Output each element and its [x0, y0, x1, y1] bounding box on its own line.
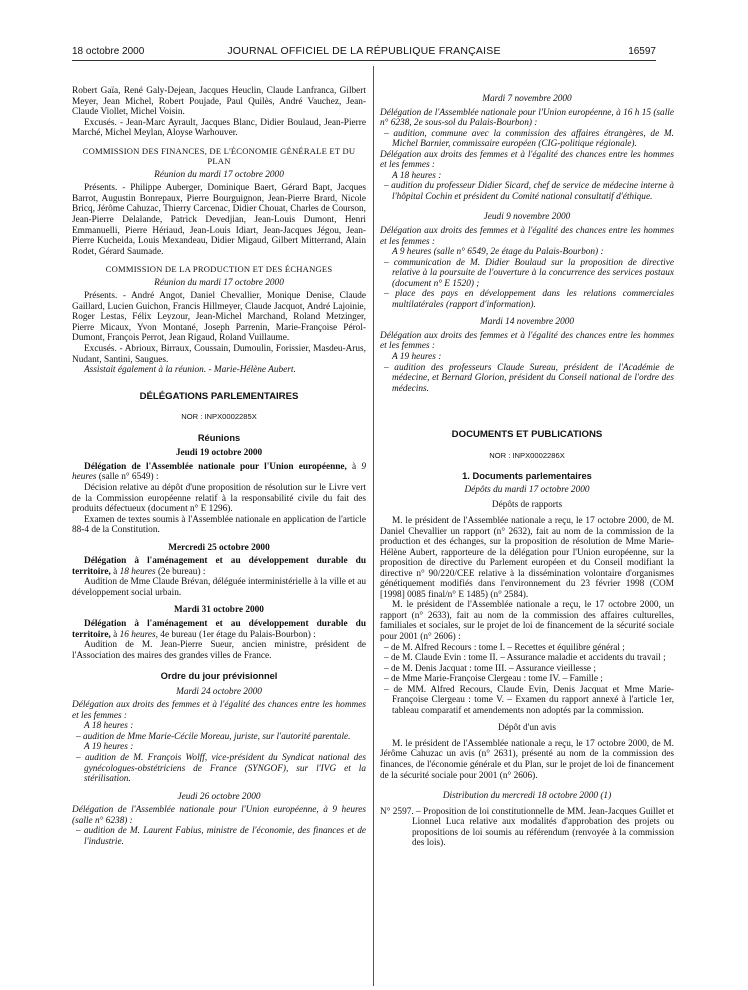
mardi31-title: Mardi 31 octobre 2000	[174, 605, 264, 616]
rapport-2-tome-3: – de M. Denis Jacquat : tome III. – Assurance vieillesse ;	[384, 663, 596, 674]
depots-date: Dépôts du mardi 17 octobre 2000	[464, 484, 590, 495]
jeudi9-delegation: Délégation aux droits des femmes et à l'égalité des chances entre les hommes et les femmes :	[380, 226, 674, 247]
docs-section-title: 1. Documents parlementaires	[462, 471, 592, 482]
mardi7-item1: – audition, commune avec la commission des affaires étrangères, de M. Michel Barnier, commissaire européen (CIG-politique régionale).	[384, 128, 674, 150]
mardi31-time: 16 heures	[119, 629, 156, 640]
depots-rapports-title: Dépôts de rapports	[491, 500, 563, 511]
delegations-nor: NOR : INPX0002285X	[181, 412, 257, 422]
finances-presents: Présents. - Philippe Auberger, Dominique Baert, Gérard Bapt, Jacques Barrot, Augustin Bonrepaux, Pierre Bourguignon, Jean-Pierre Brard, Nicole Bricq, Jérôme Cahuzac, Thierry Carcenac, Didier Chouat, Charles de Courson, Jean-Pierre Delalande, Patrick Devedjian, Jean-Louis Dumont, Henri Emmanuelli, Pierre Hériaud, Jean-Louis Idiart, Jean-Jacques Jégou, Jean-Pierre Kucheida, Louis Mexandeau, Didier Migaud, Gilbert Mitterrand, Alain Rodet, Gérard Saumade.	[72, 183, 366, 257]
mardi31-heading: Délégation à l'aménagement et au développement durable du territoire, à 16 heures, 4e bureau (1er étage du Palais-Bourbon) :	[72, 618, 366, 640]
mardi31-delegation: Délégation à l'aménagement et au développement durable du territoire,	[72, 618, 366, 640]
distribution-item: N° 2597. – Proposition de loi constitutionnelle de MM. Jean-Jacques Guillet et Lionnel Luca relative aux modalités d'approbation des projets ou propositions de loi soumis au référendum (renvoyée à la commission des lois).	[380, 806, 674, 849]
mercredi25-time: 18 heures	[119, 566, 156, 577]
intro-names: Robert Gaïa, René Galy-Dejean, Jacques Heuclin, Claude Lanfranca, Gilbert Meyer, Jean Michel, Robert Poujade, Paul Quilès, André Vauchez, Jean-Claude Viollet, Michel Voisin.	[72, 86, 366, 118]
jeudi9-item1: – communication de M. Didier Boulaud sur la proposition de directive relative à la poursuite de l'ouverture à la concurrence des services postaux (document n° E 1520) ;	[384, 257, 674, 289]
mercredi25-item1: Audition de Mme Claude Brévan, déléguée interministérielle à la ville et au développement social urbain.	[72, 577, 366, 598]
reunions-title: Réunions	[197, 432, 241, 443]
header-page-number: 16597	[628, 46, 656, 57]
mardi31-item1: Audition de M. Jean-Pierre Sueur, ancien ministre, président de l'Association des maires des grandes villes de France.	[72, 640, 366, 661]
docs-nor: NOR : INPX0002286X	[489, 450, 565, 460]
rapport-2-tome-4: – de Mme Marie-Françoise Clergeau : tome IV. – Famille ;	[384, 674, 603, 685]
distribution-date: Distribution du mercredi 18 octobre 2000 (1)	[442, 791, 612, 802]
jeudi9-item2: – place des pays en développement dans les relations commerciales multilatérales (rapport d'information).	[384, 289, 674, 310]
jeudi26-title: Jeudi 26 octobre 2000	[177, 791, 261, 802]
rapport-2-tome-1: – de M. Alfred Recours : tome I. – Recettes et équilibre général ;	[384, 642, 625, 653]
rapport-2: M. le président de l'Assemblée nationale a reçu, le 17 octobre 2000, un rapport (n° 2633), fait au nom de la commission des affaires culturelles, familiales et sociales, sur le projet de loi de financement de la sécurité sociale pour 2001 (n° 2606) :	[380, 600, 674, 642]
jeudi19-time: 9 heures	[72, 461, 366, 483]
production-presents: Présents. - André Angot, Daniel Chevallier, Monique Denise, Claude Gaillard, Lucien Guichon, Francis Hillmeyer, Claude Jacquot, André Lajoinie, Roger Lestas, Félix Leyzour, Jean-Michel Marchand, Roland Metzinger, Pierre Micaux, Yvon Montané, Joseph Parrenin, Marie-Françoise Pérol-Dumont, François Perrot, Jean Rigaud, Roland Vuillaume.	[72, 291, 366, 344]
delegations-title: DÉLÉGATIONS PARLEMENTAIRES	[139, 390, 299, 402]
running-header	[72, 44, 656, 61]
mardi7-a18: A 18 heures :	[392, 170, 442, 181]
production-commission-title: COMMISSION DE LA PRODUCTION ET DES ÉCHANGES	[105, 264, 333, 275]
header-journal-title: JOURNAL OFFICIEL DE LA RÉPUBLIQUE FRANÇAISE	[227, 45, 501, 57]
production-meeting-date: Réunion du mardi 17 octobre 2000	[154, 277, 284, 288]
mercredi25-title: Mercredi 25 octobre 2000	[168, 542, 270, 553]
column-divider	[373, 66, 374, 986]
jeudi19-item2: Examen de textes soumis à l'Assemblée nationale en application de l'article 88-4 de la Constitution.	[72, 514, 366, 536]
mardi24-a19: A 19 heures :	[84, 742, 134, 753]
mercredi25-delegation: Délégation à l'aménagement et au développement durable du territoire,	[72, 556, 366, 577]
jeudi9-a9: A 9 heures (salle n° 6549, 2e étage du Palais-Bourbon) :	[392, 247, 604, 258]
mardi7-title: Mardi 7 novembre 2000	[482, 94, 572, 104]
intro-excuses: Excusés. - Jean-Marc Ayrault, Jacques Blanc, Didier Boulaud, Jean-Pierre Marché, Michel Meylan, Aloyse Warhouver.	[72, 117, 366, 139]
mardi7-delegation: Délégation de l'Assemblée nationale pour l'Union européenne, à 16 h 15 (salle n° 6238, 2e sous-sol du Palais-Bourbon) :	[380, 107, 674, 129]
mardi14-item1: – audition des professeurs Claude Sureau, président de l'Académie de médecine, et Bernard Glorion, président du Conseil national de l'ordre des médecins.	[384, 362, 674, 394]
mardi24-a18: A 18 heures :	[84, 721, 134, 732]
depot-avis-title: Dépôt d'un avis	[498, 723, 556, 734]
jeudi26-item1: – audition de M. Laurent Fabius, ministre de l'économie, des finances et de l'industrie.	[76, 826, 366, 847]
rapport-2-tome-5: – de MM. Alfred Recours, Claude Evin, Denis Jacquat et Mme Marie-Françoise Clergeau : tome V. – Examen du rapport annexé à l'article 1er, tableau comparatif et amendements non adoptés par la commission.	[384, 684, 674, 716]
header-date: 18 octobre 2000	[72, 46, 145, 57]
jeudi19-delegation: Délégation de l'Assemblée nationale pour l'Union européenne,	[84, 461, 347, 472]
mardi24-delegation: Délégation aux droits des femmes et à l'égalité des chances entre les hommes et les femmes :	[72, 700, 366, 721]
production-assistait: Assistait également à la réunion. - Marie-Hélène Aubert.	[84, 365, 296, 376]
jeudi9-title: Jeudi 9 novembre 2000	[483, 212, 571, 223]
jeudi19-title: Jeudi 19 octobre 2000	[175, 448, 263, 459]
production-excuses: Excusés. - Abrioux, Birraux, Coussain, Dumoulin, Forissier, Masdeu-Arus, Nudant, Santini, Saugues.	[72, 344, 366, 365]
mardi14-a19: A 19 heures :	[392, 352, 442, 363]
mardi7-item2: – audition du professeur Didier Sicard, chef de service de médecine interne à l'hôpital Cochin et président du Comité national consultatif d'éthique.	[384, 181, 674, 202]
mardi14-delegation: Délégation aux droits des femmes et à l'égalité des chances entre les hommes et les femmes :	[380, 330, 674, 352]
right-column	[380, 86, 674, 986]
jeudi19-item1: Décision relative au dépôt d'une proposition de résolution sur le Livre vert de la Commission européenne relatif à la responsabilité civile du fait des produits défectueux (document n° E 1296).	[72, 482, 366, 515]
jeudi26-delegation: Délégation de l'Assemblée nationale pour l'Union européenne, à 9 heures (salle n° 6238) :	[72, 805, 366, 826]
mardi7-delegation2: Délégation aux droits des femmes et à l'égalité des chances entre les hommes et les femmes :	[380, 149, 674, 171]
avis-1: M. le président de l'Assemblée nationale a reçu, le 17 octobre 2000, de M. Jérôme Cahuzac un avis (n° 2631), présenté au nom de la commission des finances, de l'économie générale et du Plan, sur le projet de loi de financement de la sécurité sociale pour 2001 (n° 2606).	[380, 738, 674, 781]
rapport-2-tome-2: – de M. Claude Evin : tome II. – Assurance maladie et accidents du travail ;	[384, 653, 666, 664]
mardi24-title: Mardi 24 octobre 2000	[176, 686, 262, 697]
left-column	[72, 86, 366, 986]
docs-title: DOCUMENTS ET PUBLICATIONS	[451, 429, 603, 441]
mardi24-item1: – audition de Mme Marie-Cécile Moreau, juriste, sur l'autorité parentale.	[76, 731, 351, 742]
odj-title: Ordre du jour prévisionnel	[160, 671, 278, 682]
mercredi25-heading: Délégation à l'aménagement et au développement durable du territoire, à 18 heures (2e bureau) :	[72, 556, 366, 577]
mardi24-item2: – audition de M. François Wolff, vice-président du Syndicat national des gynécologues-obstétriciens de France (SYNGOF), sur l'IVG et la stérilisation.	[76, 752, 366, 785]
rapport-1: M. le président de l'Assemblée nationale a reçu, le 17 octobre 2000, de M. Daniel Chevallier un rapport (n° 2632), fait au nom de la commission de la production et des échanges, sur la proposition de résolution de Mme Marie-Hélène Aubert, rapporteure de la délégation pour l'Union européenne, sur la proposition de directive du Parlement européen et du Conseil modifiant la directive n° 90/220/CEE relative à la dissémination volontaire d'organismes génétiquement modifiés dans l'environnement du 23 février 1998 (COM [1998] 0085 final/n° E 1485) (n° 2584).	[380, 515, 674, 600]
mardi14-title: Mardi 14 novembre 2000	[479, 317, 575, 328]
finances-meeting-date: Réunion du mardi 17 octobre 2000	[154, 169, 284, 180]
finances-commission-title: COMMISSION DES FINANCES, DE L'ÉCONOMIE GÉNÉRALE ET DU PLAN	[82, 145, 356, 167]
jeudi19-heading: Délégation de l'Assemblée nationale pour l'Union européenne, à 9 heures (salle n° 6549) :	[72, 461, 366, 483]
